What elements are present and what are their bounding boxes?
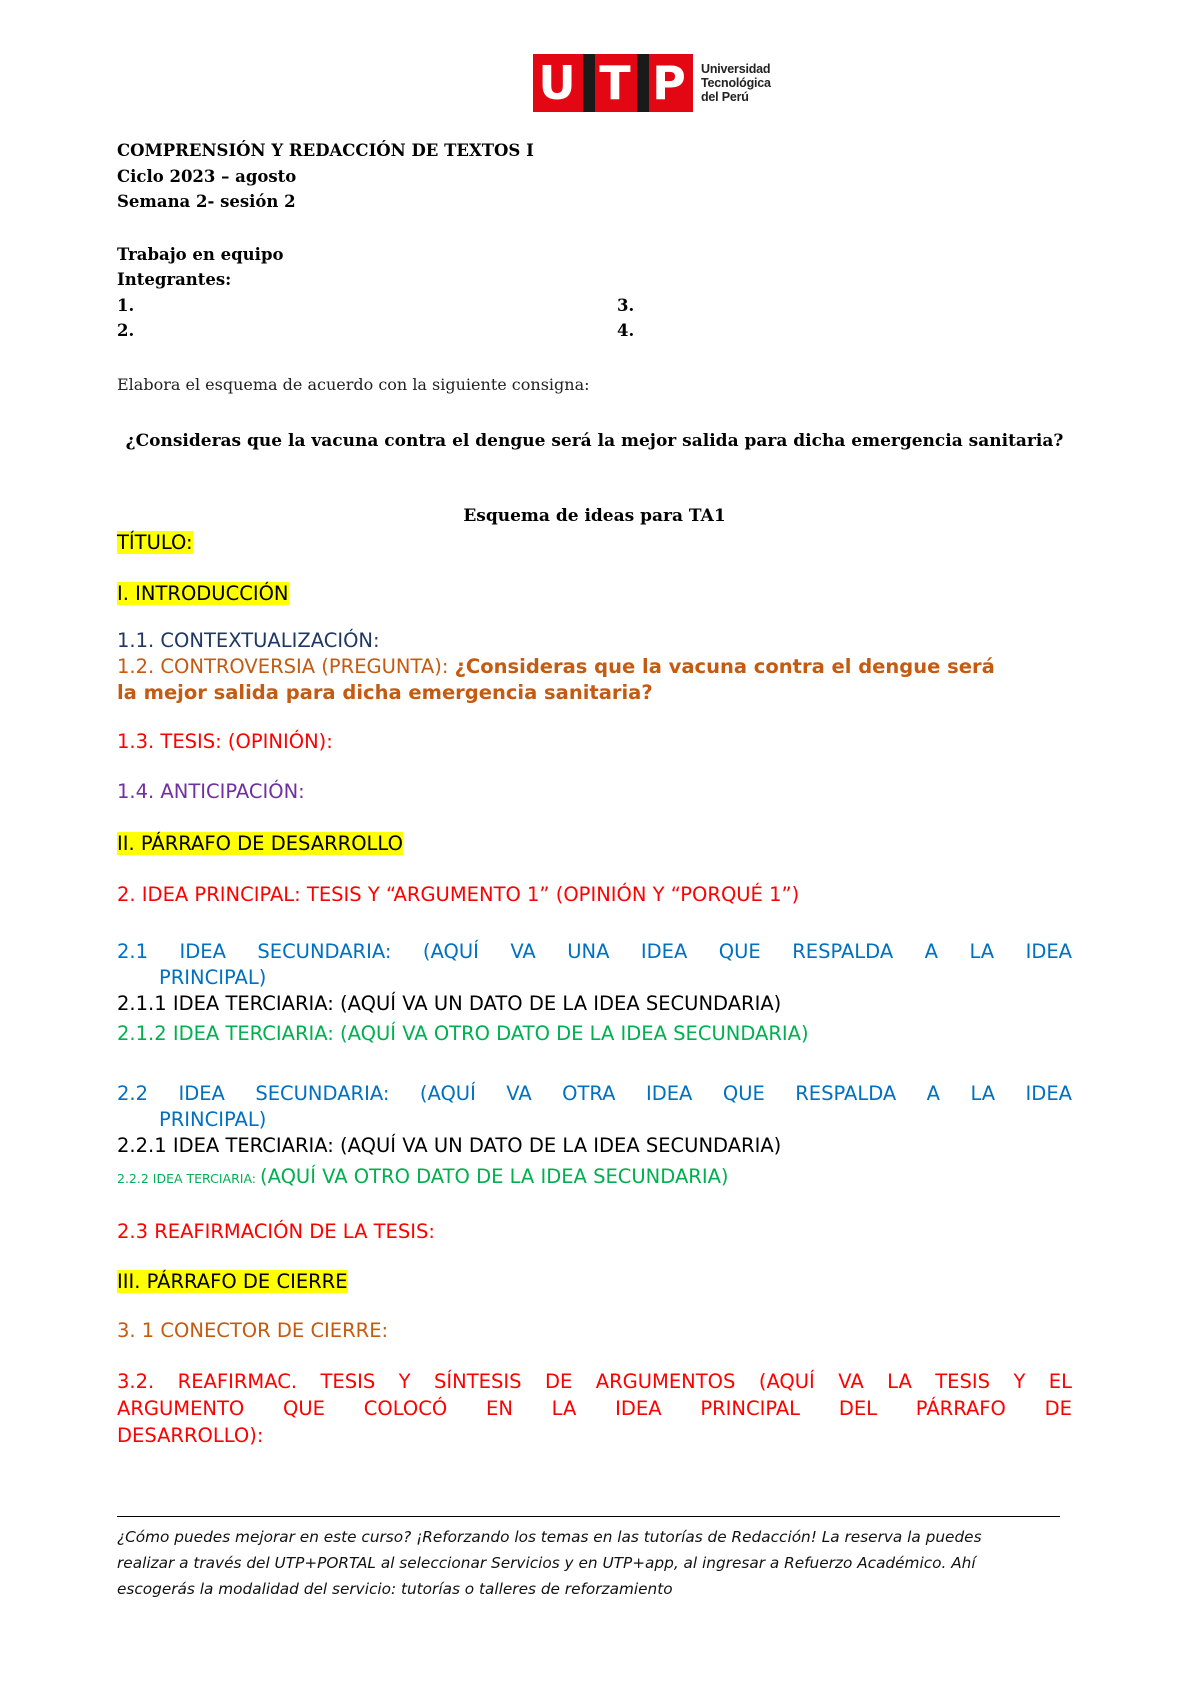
controversia-item	[117, 654, 995, 680]
footer-note	[117, 1524, 1057, 1602]
idea-terciaria-221: 2.2.1 IDEA TERCIARIA: (AQUÍ VA UN DATO DE LA IDEA SECUNDARIA)	[117, 1134, 782, 1157]
logo-letter-t: T	[599, 56, 631, 110]
course-title: COMPRENSIÓN Y REDACCIÓN DE TEXTOS I	[117, 141, 534, 160]
utp-logo	[533, 53, 771, 113]
footer-line: ¿Cómo puedes mejorar en este curso? ¡Reforzando los temas en las tutorías de Redacción! La reserva la puedes	[117, 1528, 982, 1546]
desarrollo-heading: II. PÁRRAFO DE DESARROLLO	[117, 832, 403, 855]
contextualizacion-item: 1.1. CONTEXTUALIZACIÓN:	[117, 629, 380, 652]
idea-terciaria-222-label: 2.2.2 IDEA TERCIARIA:	[117, 1171, 260, 1186]
reafirmac-line-3: DESARROLLO):	[117, 1424, 264, 1447]
conector-cierre-item: 3. 1 CONECTOR DE CIERRE:	[117, 1319, 389, 1342]
reafirmacion-tesis-item: 2.3 REAFIRMACIÓN DE LA TESIS:	[117, 1220, 435, 1243]
footer-line: escogerás la modalidad del servicio: tutorías o talleres de reforzamiento	[117, 1580, 673, 1598]
logo-letter-p: P	[652, 56, 686, 110]
logo-line: del Perú	[701, 90, 749, 104]
members-label: Integrantes:	[117, 270, 232, 289]
consigna-text: Elabora el esquema de acuerdo con la siguiente consigna:	[117, 375, 590, 394]
tesis-item: 1.3. TESIS: (OPINIÓN):	[117, 730, 333, 753]
controversia-question-cont: la mejor salida para dicha emergencia sanitaria?	[117, 681, 653, 704]
idea-terciaria-222-text: (AQUÍ VA OTRO DATO DE LA IDEA SECUNDARIA)	[259, 1165, 729, 1188]
controversia-question: ¿Consideras que la vacuna contra el dengue será	[454, 655, 995, 678]
logo-line: Universidad	[701, 62, 771, 76]
anticipacion-item: 1.4. ANTICIPACIÓN:	[117, 780, 305, 803]
main-question: ¿Consideras que la vacuna contra el dengue será la mejor salida para dicha emergencia sanitaria?	[125, 431, 1064, 451]
idea-terciaria-211: 2.1.1 IDEA TERCIARIA: (AQUÍ VA UN DATO DE LA IDEA SECUNDARIA)	[117, 992, 782, 1015]
reafirmac-line-2: ARGUMENTO QUE COLOCÓ EN LA IDEA PRINCIPAL DEL PÁRRAFO DE	[117, 1397, 1072, 1420]
idea-secundaria-22: 2.2 IDEA SECUNDARIA: (AQUÍ VA OTRA IDEA QUE RESPALDA A LA IDEA	[117, 1082, 1072, 1105]
idea-terciaria-212: 2.1.2 IDEA TERCIARIA: (AQUÍ VA OTRO DATO DE LA IDEA SECUNDARIA)	[117, 1022, 809, 1045]
controversia-label: 1.2. CONTROVERSIA (PREGUNTA):	[117, 655, 455, 678]
utp-logo-mark	[533, 54, 693, 112]
member-1: 1.	[117, 296, 135, 315]
idea-terciaria-222	[117, 1164, 729, 1192]
titulo-label: TÍTULO:	[117, 531, 193, 554]
idea-secundaria-22-cont: PRINCIPAL)	[159, 1108, 267, 1131]
member-3: 3.	[617, 296, 635, 315]
logo-line: Tecnológica	[701, 76, 771, 90]
esquema-title: Esquema de ideas para TA1	[463, 506, 726, 526]
cycle-label: Ciclo 2023 – agosto	[117, 167, 297, 186]
week-label: Semana 2- sesión 2	[117, 192, 296, 211]
logo-letter-u: U	[538, 56, 576, 110]
member-4: 4.	[617, 321, 635, 340]
idea-secundaria-21: 2.1 IDEA SECUNDARIA: (AQUÍ VA UNA IDEA QUE RESPALDA A LA IDEA	[117, 940, 1072, 963]
footer-line: realizar a través del UTP+PORTAL al seleccionar Servicios y en UTP+app, al ingresar a Refuerzo Académico. Ahí	[117, 1554, 976, 1572]
logo-wordmark	[701, 62, 771, 104]
member-2: 2.	[117, 321, 135, 340]
cierre-heading: III. PÁRRAFO DE CIERRE	[117, 1270, 348, 1293]
reafirmac-line-1: 3.2. REAFIRMAC. TESIS Y SÍNTESIS DE ARGUMENTOS (AQUÍ VA LA TESIS Y EL	[117, 1370, 1072, 1393]
intro-heading: I. INTRODUCCIÓN	[117, 582, 289, 605]
team-label: Trabajo en equipo	[117, 245, 284, 264]
footer-rule	[117, 1516, 1060, 1517]
idea-secundaria-21-cont: PRINCIPAL)	[159, 966, 267, 989]
idea-principal-item: 2. IDEA PRINCIPAL: TESIS Y “ARGUMENTO 1” (OPINIÓN Y “PORQUÉ 1”)	[117, 883, 800, 906]
